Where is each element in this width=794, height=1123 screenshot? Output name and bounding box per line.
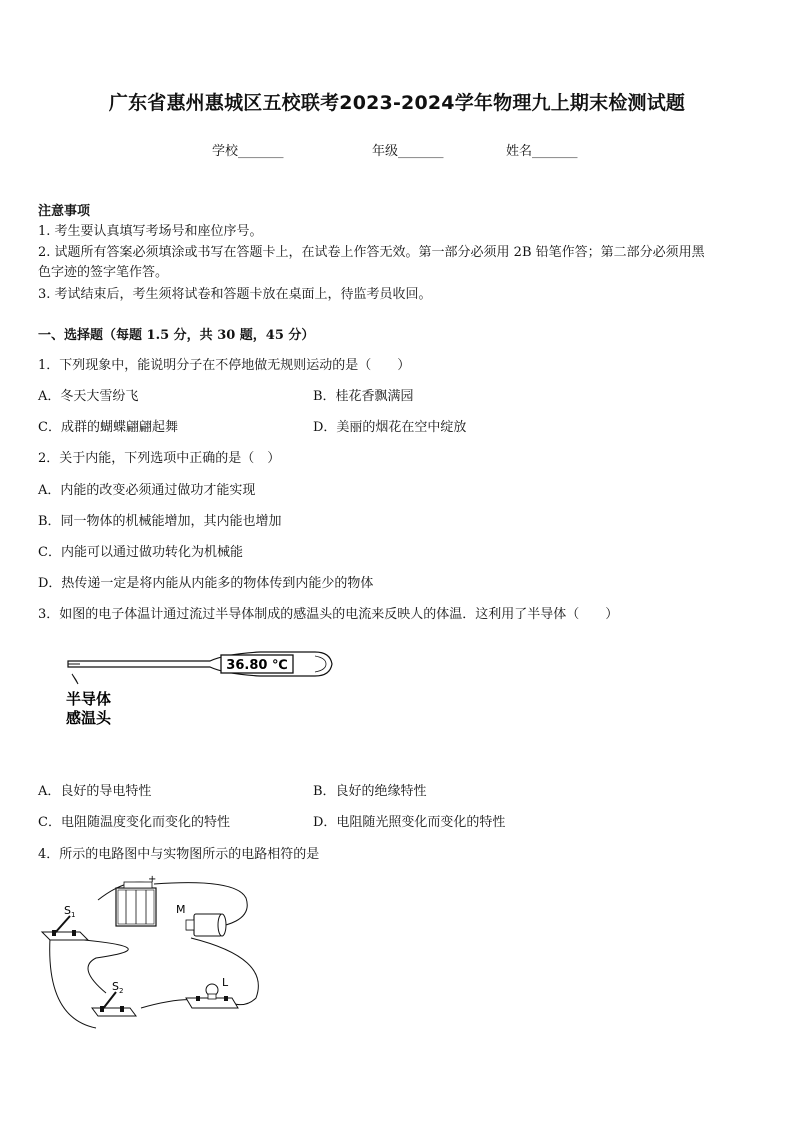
thermometer-display: 36.80 ℃: [226, 658, 288, 673]
option-b: B．桂花香飘满园: [313, 389, 414, 404]
question-stem: 4．所示的电路图中与实物图所示的电路相符的是: [38, 847, 320, 862]
option-d: D．热传递一定是将内能从内能多的物体传到内能少的物体: [38, 576, 374, 591]
option-a: A．良好的导电特性: [38, 784, 152, 799]
notice-item: 2. 试题所有答案必须填涂或书写在答题卡上，在试卷上作答无效。第一部分必须用 2B 铅笔作答；第二部分必须用黑: [38, 245, 705, 260]
sensor-label: 感温头: [66, 709, 112, 727]
question-stem: 2．关于内能，下列选项中正确的是（ ）: [38, 451, 281, 466]
page-title: 广东省惠州惠城区五校联考2023-2024学年物理九上期末检测试题: [108, 92, 686, 114]
plus-terminal-label: +: [148, 874, 157, 885]
notice-item: 色字迹的签字笔作答。: [38, 265, 169, 280]
switch-s2-icon: [92, 992, 136, 1016]
motor-icon: [186, 914, 226, 936]
option-c: C．电阻随温度变化而变化的特性: [38, 815, 230, 830]
option-c: C．内能可以通过做功转化为机械能: [38, 545, 243, 560]
question-stem: 3．如图的电子体温计通过流过半导体制成的感温头的电流来反映人的体温．这利用了半导体（ ）: [38, 607, 619, 622]
lamp-label: L: [222, 976, 229, 989]
option-b: B．同一物体的机械能增加，其内能也增加: [38, 514, 282, 529]
sensor-label: 半导体: [66, 690, 112, 708]
thermometer-figure: [60, 646, 340, 734]
grade-field: 年级_______: [372, 144, 444, 159]
option-d: D．美丽的烟花在空中绽放: [313, 420, 467, 435]
switch-s2-label: $S_2$: [112, 980, 124, 995]
switch-s1-icon: [42, 916, 88, 940]
option-d: D．电阻随光照变化而变化的特性: [313, 815, 506, 830]
notice-title: 注意事项: [38, 204, 91, 219]
option-c: C．成群的蝴蝶翩翩起舞: [38, 420, 178, 435]
switch-s1-label: $S_1$: [64, 904, 76, 919]
motor-label: M: [176, 903, 186, 916]
notice-item: 3. 考试结束后，考生须将试卷和答题卡放在桌面上，待监考员收回。: [38, 287, 432, 302]
notice-item: 1. 考生要认真填写考场号和座位序号。: [38, 224, 263, 239]
school-field: 学校_______: [212, 144, 284, 159]
circuit-figure: [36, 868, 276, 1058]
lamp-icon: [186, 984, 238, 1008]
pointer-arrow-icon: [72, 674, 78, 684]
battery-icon: [116, 882, 156, 926]
option-b: B．良好的绝缘特性: [313, 784, 427, 799]
option-a: A．内能的改变必须通过做功才能实现: [38, 483, 256, 498]
question-stem: 1．下列现象中，能说明分子在不停地做无规则运动的是（ ）: [38, 358, 411, 373]
name-field: 姓名_______: [506, 144, 578, 159]
section-title: 一、选择题（每题 1.5 分，共 30 题，45 分）: [38, 328, 315, 343]
option-a: A．冬天大雪纷飞: [38, 389, 139, 404]
